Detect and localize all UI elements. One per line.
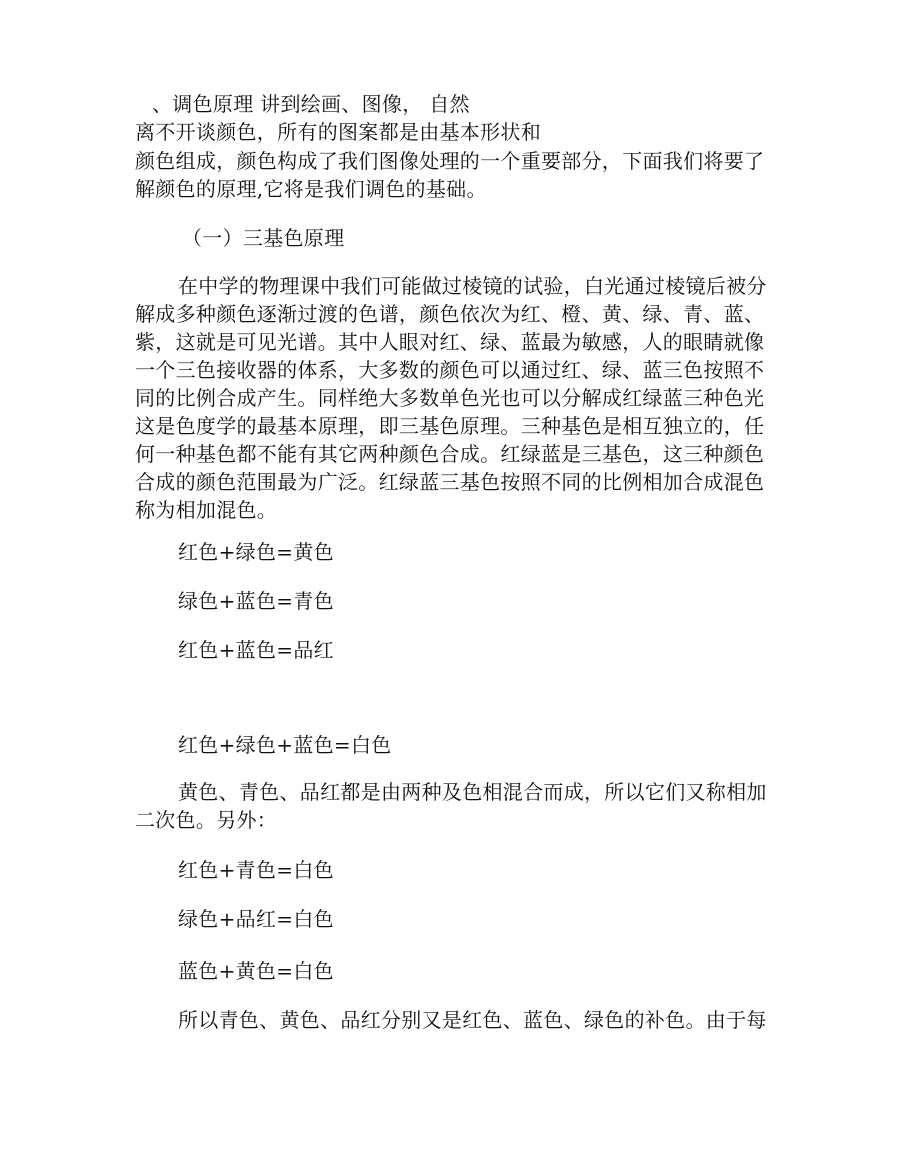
paragraph-line: 一个三色接收器的体系，大多数的颜色可以通过红、绿、蓝三色按照不 (135, 358, 765, 382)
intro-line-3: 颜色组成，颜色构成了我们图像处理的一个重要部分，下面我们将要了 (135, 149, 765, 173)
intro-line-1: 、调色原理 讲到绘画、图像， 自然 (152, 92, 470, 116)
equation-green-blue: 绿色+蓝色=青色 (178, 589, 334, 613)
paragraph-line: 解成多种颜色逐渐过渡的色谱，颜色依次为红、橙、黄、绿、青、蓝、 (135, 302, 765, 326)
equation-rgb-white: 红色+绿色+蓝色=白色 (178, 733, 392, 757)
intro-line-2: 离不开谈颜色，所有的图案都是由基本形状和 (135, 120, 541, 144)
intro-line-4: 解颜色的原理,它将是我们调色的基础。 (135, 177, 487, 201)
equation-red-blue: 红色+蓝色=品红 (178, 638, 334, 662)
paragraph-line: 二次色。另外： (135, 808, 278, 832)
paragraph-line: 黄色、青色、品红都是由两种及色相混合而成，所以它们又称相加 (178, 780, 767, 804)
paragraph-line: 紫，这就是可见光谱。其中人眼对红、绿、蓝最为敏感，人的眼睛就像 (135, 330, 765, 354)
paragraph-line: 称为相加混色。 (135, 498, 278, 522)
paragraph-line: 在中学的物理课中我们可能做过棱镜的试验，白光通过棱镜后被分 (178, 274, 767, 298)
paragraph-line: 这是色度学的最基本原理，即三基色原理。三种基色是相互独立的，任 (135, 414, 765, 438)
section-heading: （一）三基色原理 (182, 226, 345, 250)
paragraph-line: 合成的颜色范围最为广泛。红绿蓝三基色按照不同的比例相加合成混色 (135, 470, 765, 494)
paragraph-line: 何一种基色都不能有其它两种颜色合成。红绿蓝是三基色，这三种颜色 (135, 442, 765, 466)
equation-blue-yellow: 蓝色+黄色=白色 (178, 959, 334, 983)
equation-red-green: 红色+绿色=黄色 (178, 540, 334, 564)
equation-green-magenta: 绿色+品红=白色 (178, 907, 334, 931)
equation-red-cyan: 红色+青色=白色 (178, 858, 334, 882)
paragraph-line: 同的比例合成产生。同样绝大多数单色光也可以分解成红绿蓝三种色光 (135, 386, 765, 410)
paragraph-line: 所以青色、黄色、品红分别又是红色、蓝色、绿色的补色。由于每 (178, 1008, 767, 1032)
